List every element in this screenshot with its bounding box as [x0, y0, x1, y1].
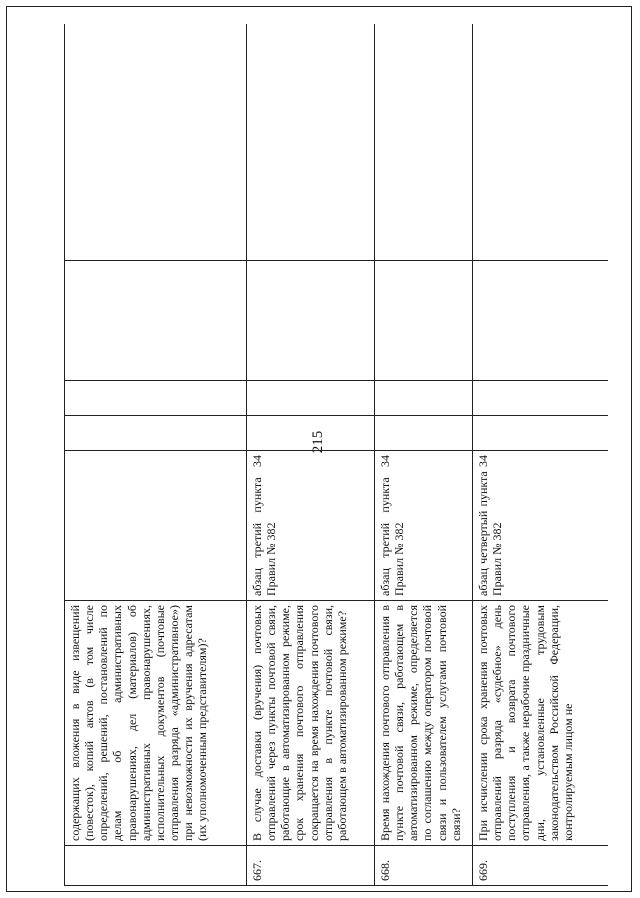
rotated-table-container [64, 24, 608, 886]
table-viewport [64, 24, 608, 886]
legal-basis-cell: абзац третий пункта 34 Правил № 382 [375, 451, 473, 601]
note-cell [247, 24, 375, 261]
question-cell: содержащих вложения в виде извещений (повесток), копий актов (в том числе определений, решений, постановлений по делам об административных правонарушениях, дел (материалов) об административных правонарушениях, исполнительных документов (почтовые отправления разряда «административное») при невозможности их вручения адресатам (их уполномоченным представителям)? [65, 601, 247, 846]
table-row [247, 24, 375, 886]
answer-yes-cell [473, 416, 609, 451]
answer-no-cell [247, 381, 375, 416]
not-applicable-cell [65, 261, 247, 381]
legal-basis-cell: абзац третий пункта 34 Правил № 382 [247, 451, 375, 601]
not-applicable-cell [375, 261, 473, 381]
table-row [65, 24, 247, 886]
legal-basis-cell: абзац четвертый пункта 34 Правил № 382 [473, 451, 609, 601]
answer-no-cell [473, 381, 609, 416]
row-number: 668. [375, 846, 473, 886]
answer-yes-cell [375, 416, 473, 451]
not-applicable-cell [247, 261, 375, 381]
row-number: 667. [247, 846, 375, 886]
page-number: 215 [310, 430, 326, 454]
note-cell [375, 24, 473, 261]
table-row [473, 24, 609, 886]
note-cell [473, 24, 609, 261]
table-row [375, 24, 473, 886]
not-applicable-cell [473, 261, 609, 381]
legal-basis-cell [65, 451, 247, 601]
note-cell [65, 24, 247, 261]
answer-no-cell [65, 381, 247, 416]
question-cell: При исчислении срока хранения почтовых отправлений разряда «судебное» день поступления и возврата почтового отправления, а также нерабочие праздничные дни, установленные трудовым законодательством Российской Федерации, контролируемым лицом не [473, 601, 609, 846]
checklist-table [64, 24, 608, 886]
row-number: 669. [473, 846, 609, 886]
question-cell: Время нахождения почтового отправления в пункте почтовой связи, работающем в автоматизированном режиме, определяется по соглашению между оператором почтовой связи и пользователем услугами почтовой связи? [375, 601, 473, 846]
question-cell: В случае доставки (вручения) почтовых отправлений через пункты почтовой связи, работающие в автоматизированном режиме, срок хранения почтового отправления сокращается на время нахождения почтового отправления в пункте почтовой связи, работающем в автоматизированном режиме? [247, 601, 375, 846]
answer-no-cell [375, 381, 473, 416]
row-number [65, 846, 247, 886]
answer-yes-cell [247, 416, 375, 451]
answer-yes-cell [65, 416, 247, 451]
